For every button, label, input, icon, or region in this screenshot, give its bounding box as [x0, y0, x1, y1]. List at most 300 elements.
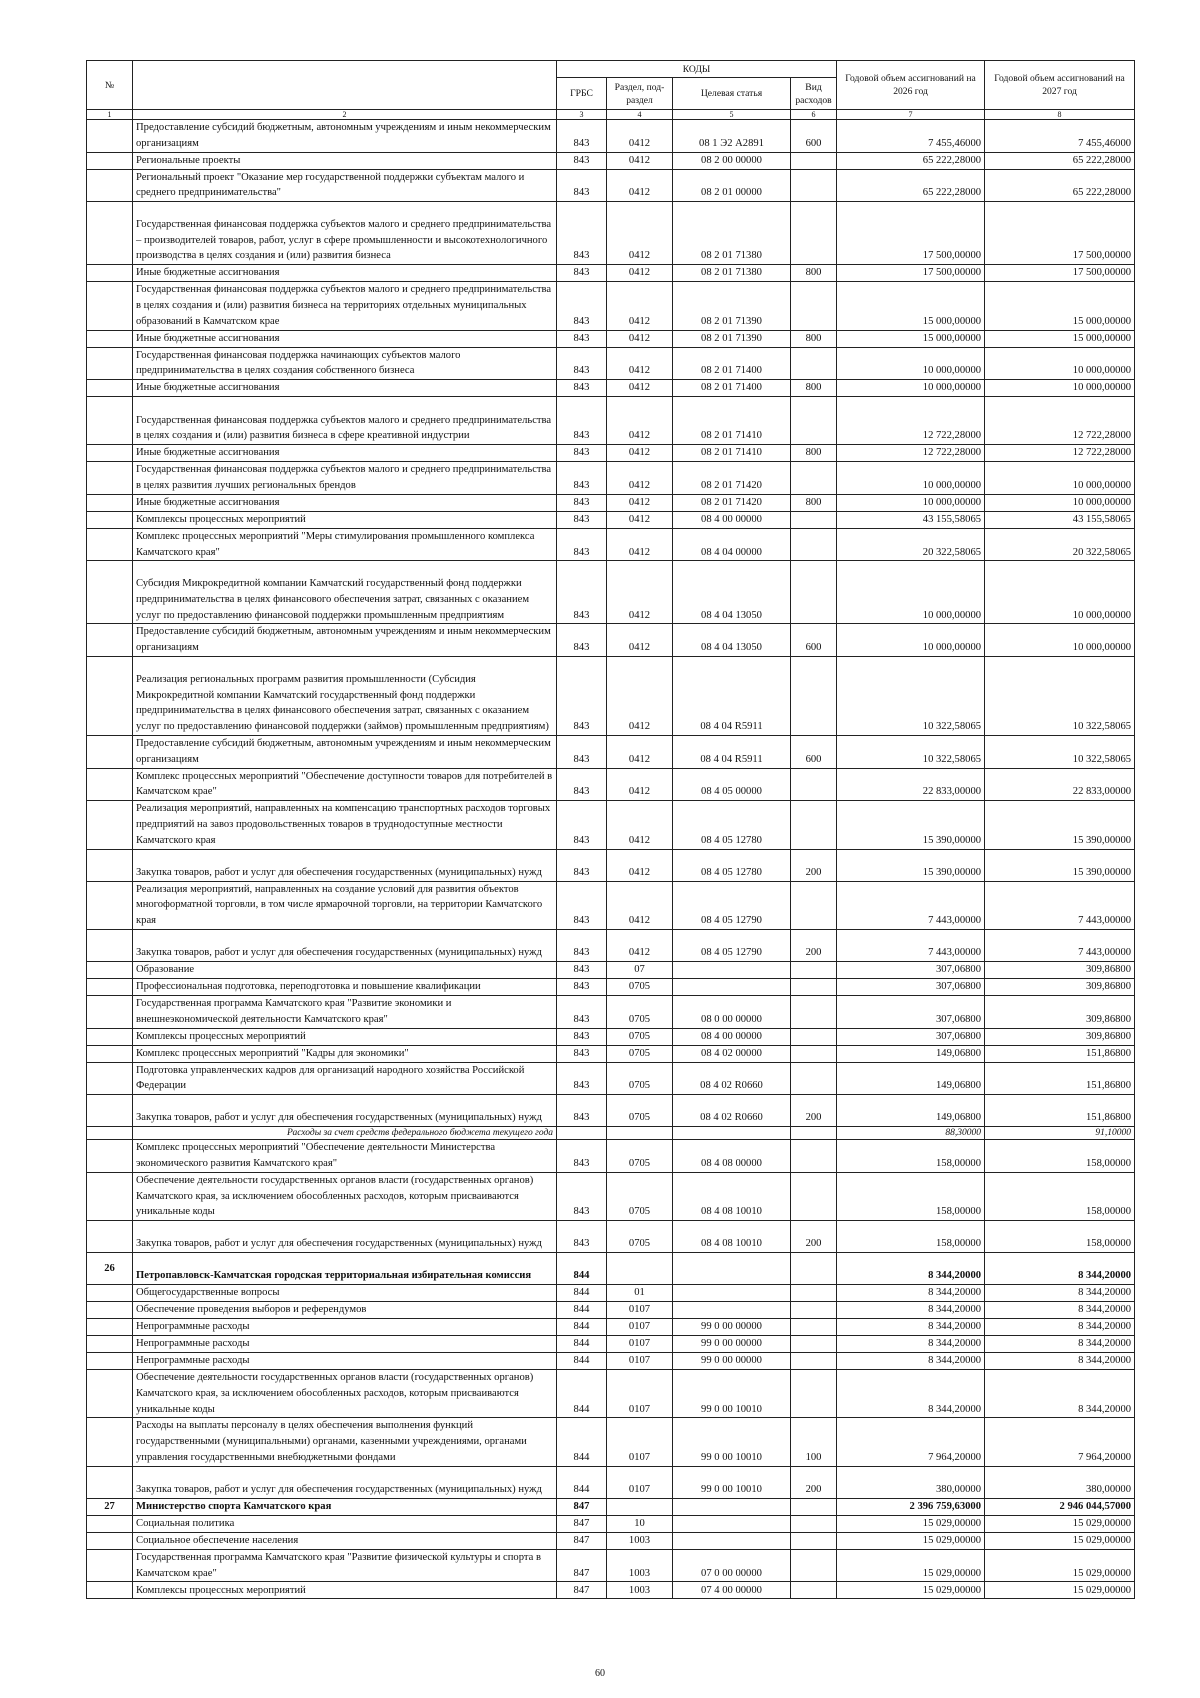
- row-section: 0705: [607, 1028, 673, 1045]
- table-row: [87, 528, 1135, 561]
- row-number: [87, 1285, 133, 1302]
- row-grbs: 843: [557, 397, 607, 445]
- row-target-article: 08 4 05 12790: [673, 929, 791, 961]
- budget-table-sheet: [86, 60, 1134, 1599]
- header-expense-kind: Вид расходов: [791, 78, 837, 110]
- row-section: 0412: [607, 282, 673, 330]
- row-section: 0705: [607, 1062, 673, 1095]
- row-target-article: 08 4 02 R0660: [673, 1062, 791, 1095]
- row-volume-2026: 15 390,00000: [837, 801, 985, 849]
- row-section: 0705: [607, 1095, 673, 1127]
- row-number: [87, 1549, 133, 1582]
- row-section: 07: [607, 961, 673, 978]
- row-number: [87, 1045, 133, 1062]
- table-row: [87, 445, 1135, 462]
- row-volume-2027: 65 222,28000: [985, 152, 1135, 169]
- row-volume-2026: 22 833,00000: [837, 768, 985, 801]
- row-volume-2026: 10 000,00000: [837, 494, 985, 511]
- row-section: 0107: [607, 1353, 673, 1370]
- row-number: [87, 624, 133, 657]
- header-volume-2027: Годовой объем ассигнований на 2027 год: [985, 61, 1135, 110]
- row-number: [87, 282, 133, 330]
- row-number: [87, 929, 133, 961]
- row-volume-2027: 10 000,00000: [985, 494, 1135, 511]
- row-volume-2027: 158,00000: [985, 1172, 1135, 1220]
- row-number: [87, 1532, 133, 1549]
- row-number: [87, 1319, 133, 1336]
- row-grbs: 843: [557, 494, 607, 511]
- row-volume-2027: 15 029,00000: [985, 1549, 1135, 1582]
- row-name: Комплекс процессных мероприятий "Обеспечение деятельности Министерства экономического развития Камчатского края": [133, 1140, 557, 1173]
- row-number: [87, 1095, 133, 1127]
- table-row: [87, 1498, 1135, 1515]
- row-expense-kind: [791, 202, 837, 265]
- row-name: Государственная финансовая поддержка субъектов малого и среднего предпринимательства – производителей товаров, работ, услуг в сфере промышленности и высокотехнологичного производства в целях создания и (или) развития бизнеса: [133, 202, 557, 265]
- row-volume-2027: 12 722,28000: [985, 445, 1135, 462]
- row-grbs: 843: [557, 768, 607, 801]
- row-number: [87, 1221, 133, 1253]
- row-section: 0412: [607, 265, 673, 282]
- row-target-article: 08 4 05 00000: [673, 768, 791, 801]
- row-name: Расходы на выплаты персоналу в целях обеспечения выполнения функций государственными (муниципальными) органами, казенными учреждениями, органами управления государственными внебюджетными фондами: [133, 1418, 557, 1466]
- row-expense-kind: 800: [791, 380, 837, 397]
- row-grbs: 843: [557, 656, 607, 735]
- row-target-article: 99 0 00 00000: [673, 1319, 791, 1336]
- row-grbs: 843: [557, 282, 607, 330]
- row-volume-2027: 10 000,00000: [985, 347, 1135, 380]
- row-target-article: [673, 1253, 791, 1285]
- column-number: 6: [791, 110, 837, 120]
- row-grbs: 847: [557, 1515, 607, 1532]
- row-target-article: 08 1 Э2 А2891: [673, 120, 791, 153]
- row-volume-2027: 10 000,00000: [985, 462, 1135, 495]
- row-volume-2026: 10 322,58065: [837, 735, 985, 768]
- row-section: 01: [607, 1285, 673, 1302]
- table-row: [87, 1582, 1135, 1599]
- row-grbs: 843: [557, 801, 607, 849]
- row-target-article: 08 4 04 R5911: [673, 656, 791, 735]
- row-section: 0412: [607, 849, 673, 881]
- row-name: Обеспечение деятельности государственных органов власти (государственных органов) Камчатского края, за исключением обособленных расходов, которым присваиваются уникальные коды: [133, 1172, 557, 1220]
- row-volume-2026: 65 222,28000: [837, 169, 985, 202]
- row-target-article: 08 2 01 71380: [673, 202, 791, 265]
- row-target-article: 08 2 00 00000: [673, 152, 791, 169]
- row-target-article: [673, 1127, 791, 1140]
- row-name: Социальное обеспечение населения: [133, 1532, 557, 1549]
- row-target-article: 99 0 00 10010: [673, 1418, 791, 1466]
- row-target-article: 99 0 00 00000: [673, 1336, 791, 1353]
- row-number: [87, 120, 133, 153]
- table-row: [87, 330, 1135, 347]
- row-number: [87, 1582, 133, 1599]
- row-volume-2027: 15 000,00000: [985, 330, 1135, 347]
- row-target-article: 08 4 05 12780: [673, 849, 791, 881]
- row-number: [87, 1172, 133, 1220]
- row-section: 0412: [607, 202, 673, 265]
- table-row: [87, 1253, 1135, 1285]
- row-name: Расходы за счет средств федерального бюджета текущего года: [133, 1127, 557, 1140]
- row-number: [87, 462, 133, 495]
- column-number-row: [87, 110, 1135, 120]
- row-target-article: 08 4 00 00000: [673, 1028, 791, 1045]
- row-grbs: 843: [557, 1140, 607, 1173]
- row-section: 0412: [607, 494, 673, 511]
- row-volume-2027: 8 344,20000: [985, 1353, 1135, 1370]
- row-name: Предоставление субсидий бюджетным, автономным учреждениям и иным некоммерческим организациям: [133, 120, 557, 153]
- row-volume-2026: 15 390,00000: [837, 849, 985, 881]
- row-name: Министерство спорта Камчатского края: [133, 1498, 557, 1515]
- row-number: 27: [87, 1498, 133, 1515]
- table-row: [87, 1532, 1135, 1549]
- row-volume-2027: 91,10000: [985, 1127, 1135, 1140]
- row-target-article: 08 2 01 71410: [673, 397, 791, 445]
- row-volume-2026: 8 344,20000: [837, 1319, 985, 1336]
- row-section: 0107: [607, 1370, 673, 1418]
- table-row: [87, 1095, 1135, 1127]
- row-volume-2027: 10 322,58065: [985, 735, 1135, 768]
- table-row: [87, 120, 1135, 153]
- row-grbs: 844: [557, 1336, 607, 1353]
- row-volume-2027: 8 344,20000: [985, 1285, 1135, 1302]
- row-target-article: 08 2 01 71390: [673, 330, 791, 347]
- row-volume-2027: 12 722,28000: [985, 397, 1135, 445]
- row-expense-kind: [791, 1302, 837, 1319]
- row-expense-kind: [791, 995, 837, 1028]
- table-row: [87, 801, 1135, 849]
- row-volume-2027: 10 000,00000: [985, 561, 1135, 624]
- row-target-article: 08 4 04 00000: [673, 528, 791, 561]
- row-expense-kind: [791, 801, 837, 849]
- row-volume-2026: 7 443,00000: [837, 929, 985, 961]
- row-grbs: 843: [557, 995, 607, 1028]
- row-volume-2027: 10 000,00000: [985, 624, 1135, 657]
- table-row: [87, 929, 1135, 961]
- row-name: Реализация мероприятий, направленных на компенсацию транспортных расходов торговых предприятий на завоз продовольственных товаров в труднодоступные местности Камчатского края: [133, 801, 557, 849]
- row-volume-2026: 8 344,20000: [837, 1253, 985, 1285]
- row-expense-kind: [791, 1127, 837, 1140]
- row-volume-2026: 158,00000: [837, 1140, 985, 1173]
- row-expense-kind: [791, 347, 837, 380]
- row-section: 0412: [607, 169, 673, 202]
- row-grbs: 844: [557, 1253, 607, 1285]
- row-volume-2026: 307,06800: [837, 961, 985, 978]
- table-row: [87, 624, 1135, 657]
- row-section: 0107: [607, 1466, 673, 1498]
- row-volume-2027: 7 455,46000: [985, 120, 1135, 153]
- row-grbs: 843: [557, 528, 607, 561]
- row-name: Иные бюджетные ассигнования: [133, 494, 557, 511]
- row-expense-kind: [791, 1515, 837, 1532]
- row-expense-kind: [791, 1172, 837, 1220]
- table-row: [87, 1302, 1135, 1319]
- row-volume-2027: 8 344,20000: [985, 1336, 1135, 1353]
- row-volume-2027: 17 500,00000: [985, 202, 1135, 265]
- row-number: [87, 1028, 133, 1045]
- row-volume-2026: 8 344,20000: [837, 1353, 985, 1370]
- row-number: [87, 1370, 133, 1418]
- row-grbs: 843: [557, 330, 607, 347]
- row-volume-2026: 17 500,00000: [837, 265, 985, 282]
- row-grbs: 843: [557, 735, 607, 768]
- row-section: 0412: [607, 120, 673, 153]
- column-number: 3: [557, 110, 607, 120]
- row-number: [87, 656, 133, 735]
- row-volume-2027: 7 443,00000: [985, 881, 1135, 929]
- row-volume-2027: 15 029,00000: [985, 1515, 1135, 1532]
- row-target-article: 08 2 01 71390: [673, 282, 791, 330]
- row-section: 0412: [607, 347, 673, 380]
- row-expense-kind: 200: [791, 1095, 837, 1127]
- row-number: [87, 152, 133, 169]
- row-section: 0412: [607, 656, 673, 735]
- row-name: Социальная политика: [133, 1515, 557, 1532]
- row-number: [87, 511, 133, 528]
- row-name: Государственная программа Камчатского края "Развитие физической культуры и спорта в Камчатском крае": [133, 1549, 557, 1582]
- row-volume-2026: 158,00000: [837, 1172, 985, 1220]
- row-number: [87, 202, 133, 265]
- row-number: [87, 1127, 133, 1140]
- row-volume-2027: 22 833,00000: [985, 768, 1135, 801]
- row-expense-kind: 800: [791, 445, 837, 462]
- table-row: [87, 1418, 1135, 1466]
- column-number: 1: [87, 110, 133, 120]
- row-volume-2027: 309,86800: [985, 961, 1135, 978]
- table-row: [87, 656, 1135, 735]
- row-name: Закупка товаров, работ и услуг для обеспечения государственных (муниципальных) нужд: [133, 849, 557, 881]
- row-expense-kind: 800: [791, 330, 837, 347]
- row-number: [87, 169, 133, 202]
- row-section: 1003: [607, 1582, 673, 1599]
- row-volume-2027: 17 500,00000: [985, 265, 1135, 282]
- row-section: 0412: [607, 397, 673, 445]
- row-expense-kind: [791, 152, 837, 169]
- table-row: [87, 1370, 1135, 1418]
- row-target-article: 07 0 00 00000: [673, 1549, 791, 1582]
- table-row: [87, 1549, 1135, 1582]
- table-row: [87, 265, 1135, 282]
- row-section: 0412: [607, 462, 673, 495]
- row-name: Закупка товаров, работ и услуг для обеспечения государственных (муниципальных) нужд: [133, 929, 557, 961]
- row-grbs: 843: [557, 202, 607, 265]
- table-row: [87, 494, 1135, 511]
- header-no: №: [87, 61, 133, 110]
- header-codes: КОДЫ: [557, 61, 837, 78]
- row-expense-kind: 200: [791, 1466, 837, 1498]
- row-section: 1003: [607, 1549, 673, 1582]
- row-section: 0705: [607, 1172, 673, 1220]
- table-row: [87, 881, 1135, 929]
- table-row: [87, 978, 1135, 995]
- row-grbs: 843: [557, 1172, 607, 1220]
- row-volume-2026: 10 000,00000: [837, 347, 985, 380]
- row-volume-2027: 15 029,00000: [985, 1532, 1135, 1549]
- row-target-article: 07 4 00 00000: [673, 1582, 791, 1599]
- budget-table: [86, 60, 1135, 1599]
- row-number: [87, 881, 133, 929]
- row-name: Иные бюджетные ассигнования: [133, 380, 557, 397]
- row-expense-kind: [791, 511, 837, 528]
- row-name: Обеспечение деятельности государственных органов власти (государственных органов) Камчатского края, за исключением обособленных расходов, которым присваиваются уникальные коды: [133, 1370, 557, 1418]
- row-volume-2027: 10 000,00000: [985, 380, 1135, 397]
- row-expense-kind: 600: [791, 624, 837, 657]
- row-expense-kind: [791, 881, 837, 929]
- row-section: [607, 1498, 673, 1515]
- row-expense-kind: [791, 656, 837, 735]
- row-grbs: 843: [557, 1045, 607, 1062]
- row-expense-kind: 200: [791, 1221, 837, 1253]
- row-volume-2027: 151,86800: [985, 1045, 1135, 1062]
- row-volume-2026: 88,30000: [837, 1127, 985, 1140]
- row-volume-2027: 15 029,00000: [985, 1582, 1135, 1599]
- row-volume-2026: 158,00000: [837, 1221, 985, 1253]
- row-number: 26: [87, 1253, 133, 1285]
- row-volume-2026: 12 722,28000: [837, 445, 985, 462]
- row-volume-2027: 2 946 044,57000: [985, 1498, 1135, 1515]
- row-target-article: 99 0 00 00000: [673, 1353, 791, 1370]
- row-volume-2026: 20 322,58065: [837, 528, 985, 561]
- row-target-article: 08 4 05 12780: [673, 801, 791, 849]
- row-volume-2026: 2 396 759,63000: [837, 1498, 985, 1515]
- row-target-article: 08 0 00 00000: [673, 995, 791, 1028]
- row-section: 0705: [607, 995, 673, 1028]
- row-section: 10: [607, 1515, 673, 1532]
- row-target-article: 08 2 01 00000: [673, 169, 791, 202]
- row-target-article: 08 2 01 71400: [673, 380, 791, 397]
- table-row: [87, 169, 1135, 202]
- row-volume-2026: 15 000,00000: [837, 330, 985, 347]
- row-number: [87, 978, 133, 995]
- table-row: [87, 768, 1135, 801]
- row-section: 0107: [607, 1302, 673, 1319]
- header-name: [133, 61, 557, 110]
- row-name: Комплекс процессных мероприятий "Кадры для экономики": [133, 1045, 557, 1062]
- row-name: Комплексы процессных мероприятий: [133, 511, 557, 528]
- table-row: [87, 347, 1135, 380]
- row-volume-2027: 158,00000: [985, 1221, 1135, 1253]
- row-target-article: [673, 1532, 791, 1549]
- row-number: [87, 1302, 133, 1319]
- row-expense-kind: [791, 1253, 837, 1285]
- row-expense-kind: [791, 282, 837, 330]
- row-expense-kind: [791, 1549, 837, 1582]
- row-expense-kind: [791, 1336, 837, 1353]
- row-grbs: 843: [557, 929, 607, 961]
- row-volume-2027: 15 390,00000: [985, 801, 1135, 849]
- row-name: Закупка товаров, работ и услуг для обеспечения государственных (муниципальных) нужд: [133, 1221, 557, 1253]
- row-volume-2026: 149,06800: [837, 1062, 985, 1095]
- row-volume-2027: 309,86800: [985, 978, 1135, 995]
- table-row: [87, 1285, 1135, 1302]
- row-section: 1003: [607, 1532, 673, 1549]
- row-volume-2026: 65 222,28000: [837, 152, 985, 169]
- row-volume-2026: 17 500,00000: [837, 202, 985, 265]
- row-volume-2027: 380,00000: [985, 1466, 1135, 1498]
- row-name: Реализация региональных программ развития промышленности (Субсидия Микрокредитной компании Камчатский государственный фонд поддержки предпринимательства в целях финансового обеспечения затрат, связанных с оказанием услуг по предоставлению финансовой поддержки (займов) промышленным предприятиям): [133, 656, 557, 735]
- row-number: [87, 849, 133, 881]
- row-expense-kind: [791, 1532, 837, 1549]
- table-row: [87, 1221, 1135, 1253]
- row-expense-kind: [791, 1285, 837, 1302]
- row-target-article: 99 0 00 10010: [673, 1370, 791, 1418]
- row-target-article: [673, 1515, 791, 1532]
- row-volume-2027: 158,00000: [985, 1140, 1135, 1173]
- row-grbs: 847: [557, 1549, 607, 1582]
- row-volume-2027: 15 000,00000: [985, 282, 1135, 330]
- row-target-article: 99 0 00 10010: [673, 1466, 791, 1498]
- row-target-article: [673, 961, 791, 978]
- column-number: 2: [133, 110, 557, 120]
- row-section: 0107: [607, 1336, 673, 1353]
- row-volume-2027: 43 155,58065: [985, 511, 1135, 528]
- row-volume-2026: 7 455,46000: [837, 120, 985, 153]
- table-row: [87, 1140, 1135, 1173]
- row-grbs: 844: [557, 1418, 607, 1466]
- row-expense-kind: 100: [791, 1418, 837, 1466]
- table-row: [87, 995, 1135, 1028]
- row-grbs: 843: [557, 1062, 607, 1095]
- row-number: [87, 768, 133, 801]
- row-target-article: 08 4 02 R0660: [673, 1095, 791, 1127]
- row-target-article: 08 2 01 71380: [673, 265, 791, 282]
- row-section: 0412: [607, 801, 673, 849]
- row-grbs: 843: [557, 1028, 607, 1045]
- row-target-article: 08 4 04 13050: [673, 561, 791, 624]
- row-target-article: [673, 978, 791, 995]
- row-volume-2026: 307,06800: [837, 995, 985, 1028]
- row-grbs: 843: [557, 624, 607, 657]
- table-row: [87, 1353, 1135, 1370]
- row-number: [87, 1418, 133, 1466]
- row-grbs: 844: [557, 1302, 607, 1319]
- row-grbs: 843: [557, 1221, 607, 1253]
- row-volume-2027: 8 344,20000: [985, 1319, 1135, 1336]
- row-number: [87, 397, 133, 445]
- table-row: [87, 1515, 1135, 1532]
- table-row: [87, 202, 1135, 265]
- row-number: [87, 1062, 133, 1095]
- column-number: 5: [673, 110, 791, 120]
- row-section: [607, 1253, 673, 1285]
- row-expense-kind: 800: [791, 494, 837, 511]
- row-volume-2027: 309,86800: [985, 1028, 1135, 1045]
- row-volume-2026: 15 000,00000: [837, 282, 985, 330]
- row-number: [87, 265, 133, 282]
- header-grbs: ГРБС: [557, 78, 607, 110]
- row-target-article: 08 4 08 00000: [673, 1140, 791, 1173]
- row-volume-2027: 151,86800: [985, 1095, 1135, 1127]
- row-number: [87, 995, 133, 1028]
- row-grbs: [557, 1127, 607, 1140]
- row-section: 0412: [607, 561, 673, 624]
- row-target-article: 08 2 01 71420: [673, 462, 791, 495]
- row-grbs: 847: [557, 1532, 607, 1549]
- row-volume-2026: 7 443,00000: [837, 881, 985, 929]
- row-volume-2026: 10 000,00000: [837, 624, 985, 657]
- table-row: [87, 397, 1135, 445]
- row-section: 0412: [607, 445, 673, 462]
- page-number: 60: [595, 1668, 605, 1679]
- row-volume-2026: 10 000,00000: [837, 561, 985, 624]
- row-name: Непрограммные расходы: [133, 1336, 557, 1353]
- table-row: [87, 735, 1135, 768]
- row-expense-kind: [791, 978, 837, 995]
- row-name: Закупка товаров, работ и услуг для обеспечения государственных (муниципальных) нужд: [133, 1095, 557, 1127]
- row-number: [87, 1466, 133, 1498]
- row-grbs: 844: [557, 1319, 607, 1336]
- row-grbs: 843: [557, 380, 607, 397]
- row-name: Иные бюджетные ассигнования: [133, 265, 557, 282]
- row-grbs: 843: [557, 347, 607, 380]
